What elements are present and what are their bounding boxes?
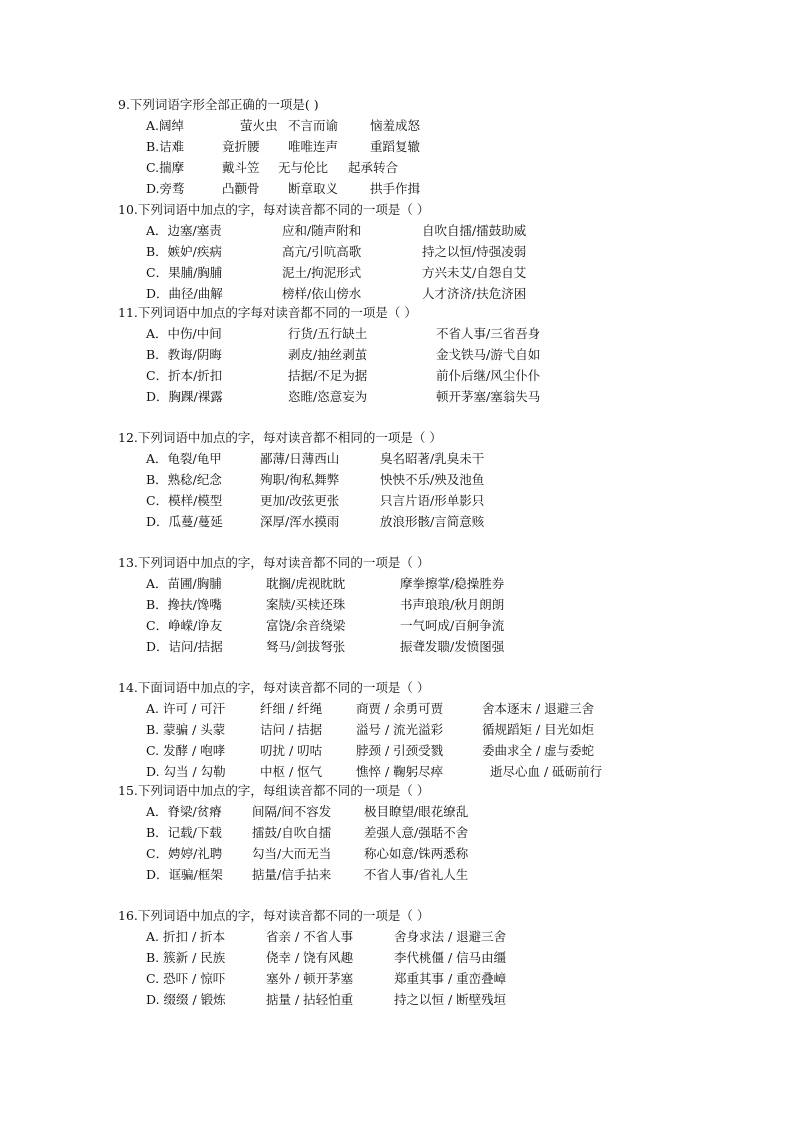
option-text: 塞外 / 顿开茅塞 — [266, 971, 354, 986]
option-text: 榜样/依山傍水 — [282, 286, 362, 301]
question-13 — [118, 552, 778, 657]
option-text: 掂量/信手拈来 — [252, 867, 332, 882]
option-text: 掂量 / 拈轻怕重 — [266, 992, 354, 1007]
option-text: 应和/随声附和 — [282, 223, 362, 238]
option-text: 勾当/大而无当 — [252, 846, 332, 861]
option-text: 耽搁/虎视眈眈 — [266, 576, 346, 591]
option-d — [118, 386, 778, 407]
option-text: D．胸踝/裸露 — [146, 389, 223, 404]
question-stem: 15.下列词语中加点的字，每组读音都不同的一项是（ ） — [118, 783, 430, 798]
option-c — [118, 968, 778, 989]
option-c — [118, 740, 778, 761]
option-text: 殉职/徇私舞弊 — [260, 472, 340, 487]
option-text: 溢号 / 流光溢彩 — [356, 722, 444, 737]
option-text: 萤火虫 — [240, 118, 278, 133]
option-text: 高亢/引吭高歌 — [282, 244, 362, 259]
question-16 — [118, 905, 778, 1010]
option-text: C. 发酵 / 咆哮 — [146, 743, 226, 758]
option-text: 委曲求全 / 虚与委蛇 — [482, 743, 595, 758]
question-stem: 13.下列词语中加点的字，每对读音都不同的一项是（ ） — [118, 555, 430, 570]
option-text: 称心如意/铢两悉称 — [364, 846, 469, 861]
option-text: 不省人事/三省吾身 — [436, 326, 541, 341]
option-text: D．曲径/曲解 — [146, 286, 223, 301]
option-text: A．苗圃/胸脯 — [146, 576, 222, 591]
question-15 — [118, 780, 778, 885]
option-b — [118, 344, 778, 365]
question-14 — [118, 677, 778, 782]
option-text: 李代桃僵 / 信马由缰 — [394, 950, 507, 965]
option-text: B．教诲/阴晦 — [146, 347, 222, 362]
option-text: 顿开茅塞/塞翁失马 — [436, 389, 541, 404]
option-text: D. 勾当 / 勾勒 — [146, 764, 226, 779]
option-text: 一气呵成/百舸争流 — [400, 618, 505, 633]
option-text: 自吹自擂/擂鼓助威 — [422, 223, 527, 238]
option-text: B. 蒙骗 / 头蒙 — [146, 722, 226, 737]
option-text: 戴斗笠 — [222, 160, 260, 175]
option-c — [118, 157, 778, 178]
option-text: 叨扰 / 叨咕 — [260, 743, 323, 758]
option-a — [118, 926, 778, 947]
option-text: 富饶/余音绕梁 — [266, 618, 346, 633]
option-a — [118, 573, 778, 594]
option-text: A．龟裂/龟甲 — [146, 451, 222, 466]
option-text: D．瓜蔓/蔓延 — [146, 514, 223, 529]
option-text: B．记载/下载 — [146, 825, 222, 840]
option-text: A. 折扣 / 折本 — [146, 929, 226, 944]
option-text: 脖颈 / 引颈受戮 — [356, 743, 444, 758]
option-text: 人才济济/扶危济困 — [422, 286, 527, 301]
option-text: 无与伦比 — [278, 160, 329, 175]
option-d — [118, 864, 778, 885]
option-text: D. 缀缀 / 锻炼 — [146, 992, 226, 1007]
option-text: 更加/改弦更张 — [260, 493, 340, 508]
option-text: 泥土/拘泥形式 — [282, 265, 362, 280]
option-c — [118, 490, 778, 511]
option-text: C．峥嵘/诤友 — [146, 618, 223, 633]
option-d — [118, 178, 778, 199]
option-text: 案牍/买椟还珠 — [266, 597, 346, 612]
option-text: 断章取义 — [288, 181, 339, 196]
option-b — [118, 469, 778, 490]
option-d — [118, 283, 778, 304]
option-text: D．诓骗/框架 — [146, 867, 223, 882]
option-text: 前仆后继/风尘仆仆 — [436, 368, 541, 383]
option-text: 鄙薄/日薄西山 — [260, 451, 340, 466]
option-text: 持之以恒 / 断壁残垣 — [394, 992, 507, 1007]
option-text: A．边塞/塞责 — [146, 223, 222, 238]
option-text: 商贾 / 余勇可贾 — [356, 701, 444, 716]
option-c — [118, 365, 778, 386]
option-text: 放浪形骸/言简意赅 — [380, 514, 485, 529]
option-text: A．脊梁/贫瘠 — [146, 804, 222, 819]
question-stem: 16.下列词语中加点的字，每对读音都不同的一项是（ ） — [118, 908, 430, 923]
question-stem: 12.下列词语中加点的字，每对读音都不相同的一项是（ ） — [118, 430, 442, 445]
option-text: A．中伤/中间 — [146, 326, 222, 341]
option-text: 纤细 / 纤绳 — [260, 701, 323, 716]
option-text: B．熟稔/纪念 — [146, 472, 222, 487]
option-c — [118, 843, 778, 864]
option-text: C．果脯/胸脯 — [146, 265, 223, 280]
option-text: 怏怏不乐/殃及池鱼 — [380, 472, 485, 487]
question-10 — [118, 199, 778, 304]
option-text: B．嫉妒/疾病 — [146, 244, 222, 259]
option-text: 持之以恒/恃强凌弱 — [422, 244, 527, 259]
option-text: 诘问 / 拮据 — [260, 722, 323, 737]
option-text: 重蹈复辙 — [370, 139, 421, 154]
option-text: 深厚/浑水摸雨 — [260, 514, 340, 529]
option-c — [118, 262, 778, 283]
option-text: 不言而谕 — [288, 118, 339, 133]
option-text: 摩拳擦掌/稳操胜券 — [400, 576, 505, 591]
option-text: 循规蹈矩 / 目光如炬 — [482, 722, 595, 737]
option-b — [118, 241, 778, 262]
option-b — [118, 822, 778, 843]
option-text: 舍本逐末 / 退避三舍 — [482, 701, 595, 716]
option-text: C．折本/折扣 — [146, 368, 223, 383]
option-c — [118, 615, 778, 636]
question-12 — [118, 427, 778, 532]
option-b — [118, 719, 778, 740]
option-a — [118, 115, 778, 136]
option-text: 起承转合 — [348, 160, 399, 175]
option-text: B.诘难 — [146, 139, 185, 154]
option-text: 不省人事/省礼人生 — [364, 867, 469, 882]
option-d — [118, 511, 778, 532]
option-b — [118, 594, 778, 615]
option-text: 差强人意/强聒不舍 — [364, 825, 469, 840]
option-text: 拮据/不足为据 — [288, 368, 368, 383]
option-text: 行货/五行缺土 — [288, 326, 368, 341]
option-text: D．诘问/拮据 — [146, 639, 223, 654]
option-a — [118, 323, 778, 344]
option-text: 郑重其事 / 重峦叠嶂 — [394, 971, 507, 986]
option-text: 金戈铁马/游弋自如 — [436, 347, 541, 362]
option-a — [118, 448, 778, 469]
option-a — [118, 801, 778, 822]
question-stem: 10.下列词语中加点的字，每对读音都不同的一项是（ ） — [118, 202, 430, 217]
option-text: 逝尽心血 / 砥砺前行 — [490, 764, 603, 779]
option-d — [118, 761, 778, 782]
option-text: 恼羞成怒 — [370, 118, 421, 133]
option-text: 驽马/剑拔弩张 — [266, 639, 346, 654]
option-text: 侥幸 / 饶有风趣 — [266, 950, 354, 965]
option-text: 方兴未艾/自怨自艾 — [422, 265, 527, 280]
option-text: C．娉婷/礼聘 — [146, 846, 223, 861]
option-text: C．模样/模型 — [146, 493, 223, 508]
option-text: 凸颧骨 — [222, 181, 260, 196]
option-text: 臭名昭著/乳臭未干 — [380, 451, 485, 466]
question-stem: 9.下列词语字形全部正确的一项是( ) — [118, 97, 319, 112]
option-text: A.阔绰 — [146, 118, 185, 133]
option-text: 间隔/间不容发 — [252, 804, 332, 819]
option-text: C. 恐吓 / 惊吓 — [146, 971, 226, 986]
option-text: D.旁骛 — [146, 181, 185, 196]
option-text: C.揣摩 — [146, 160, 185, 175]
question-11 — [118, 302, 778, 407]
option-text: 振聋发聩/发愤图强 — [400, 639, 505, 654]
option-text: 极目瞭望/眼花缭乱 — [364, 804, 469, 819]
option-text: 剥皮/抽丝剥茧 — [288, 347, 368, 362]
option-text: 唯唯连声 — [288, 139, 339, 154]
option-text: A. 许可 / 可汗 — [146, 701, 226, 716]
option-b — [118, 136, 778, 157]
option-b — [118, 947, 778, 968]
question-9 — [118, 94, 778, 199]
question-stem: 14.下面词语中加点的字，每对读音都不同的一项是（ ） — [118, 680, 430, 695]
option-a — [118, 220, 778, 241]
option-d — [118, 636, 778, 657]
option-text: B. 簇新 / 民族 — [146, 950, 226, 965]
option-text: B．搀扶/馋嘴 — [146, 597, 222, 612]
option-text: 恣睢/恣意妄为 — [288, 389, 368, 404]
option-a — [118, 698, 778, 719]
option-text: 舍身求法 / 退避三舍 — [394, 929, 507, 944]
option-text: 书声琅琅/秋月朗朗 — [400, 597, 505, 612]
option-text: 竟折腰 — [222, 139, 260, 154]
option-text: 憔悴 / 鞠躬尽瘁 — [356, 764, 444, 779]
option-d — [118, 989, 778, 1010]
option-text: 只言片语/形单影只 — [380, 493, 485, 508]
question-stem: 11.下列词语中加点的字每对读音都不同的一项是（ ） — [118, 305, 417, 320]
option-text: 擂鼓/自吹自擂 — [252, 825, 332, 840]
option-text: 省亲 / 不省人事 — [266, 929, 354, 944]
option-text: 中枢 / 怄气 — [260, 764, 323, 779]
option-text: 拱手作揖 — [370, 181, 421, 196]
